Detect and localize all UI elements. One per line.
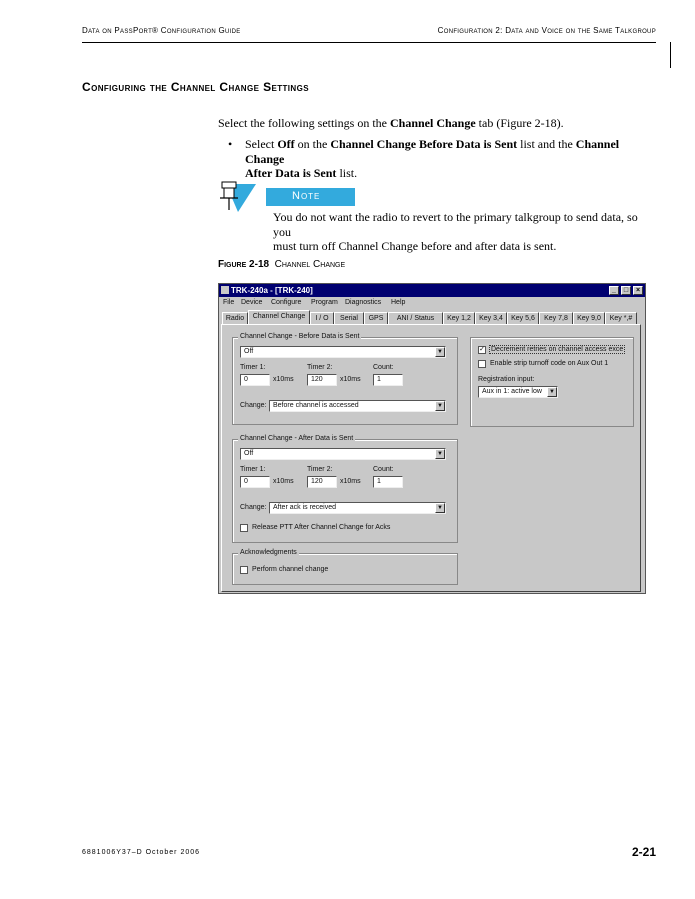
menu-diagnostics[interactable]: Diagnostics: [345, 299, 382, 306]
intro-post: tab (Figure 2-18).: [475, 116, 564, 130]
maximize-icon[interactable]: □: [621, 286, 631, 295]
group-ack: [232, 549, 458, 585]
note-line2: must turn off Channel Change before and after data is sent.: [273, 239, 557, 253]
after-mode-value: Off: [244, 450, 254, 457]
before-timer1-label: Timer 1:: [240, 364, 266, 371]
tab-key90[interactable]: Key 9,0: [573, 312, 605, 324]
tab-gps[interactable]: GPS: [364, 312, 388, 324]
after-timer1-input[interactable]: 0: [240, 476, 270, 488]
figure-number: Figure 2-18: [218, 259, 270, 270]
figure-title: Channel Change: [274, 259, 346, 270]
tab-key34[interactable]: Key 3,4: [475, 312, 507, 324]
header-right: Configuration 2: Data and Voice on the Same Talkgroup: [437, 26, 656, 35]
bullet-list2a: Channel Change: [245, 137, 620, 166]
close-icon[interactable]: ×: [633, 286, 643, 295]
intro-paragraph: [218, 116, 658, 131]
intro-bold: Channel Change: [389, 116, 476, 130]
strip-turnoff-label: Enable strip turnoff code on Aux Out 1: [490, 360, 609, 367]
after-timer1-unit: x10ms: [273, 478, 294, 485]
tab-key-star-hash[interactable]: Key *,#: [605, 312, 637, 324]
registration-input-label: Registration input:: [478, 376, 535, 383]
chevron-down-icon[interactable]: ▼: [435, 401, 445, 411]
note-text: [273, 210, 653, 254]
menu-help[interactable]: Help: [391, 299, 406, 306]
menu-file[interactable]: File: [223, 299, 235, 306]
decrement-retries-label: Decrement retries on channel access exce: [491, 346, 624, 353]
after-count-input[interactable]: 1: [373, 476, 403, 488]
app-window-screenshot: [218, 283, 646, 594]
group-ack-label: Acknowledgments: [240, 549, 297, 556]
minimize-icon[interactable]: _: [609, 286, 619, 295]
before-timer1-input[interactable]: 0: [240, 374, 270, 386]
note-pushpin-icon: [216, 180, 260, 214]
perform-channel-change-label: Perform channel change: [252, 566, 329, 573]
before-timer2-input[interactable]: 120: [307, 374, 337, 386]
after-timer2-unit: x10ms: [340, 478, 361, 485]
bullet-mid: on the: [294, 137, 331, 151]
menubar: [219, 298, 645, 309]
tab-key56[interactable]: Key 5,6: [507, 312, 539, 324]
note-line1: You do not want the radio to revert to the primary talkgroup to send data, so you: [273, 210, 638, 239]
figure-caption: [218, 259, 345, 270]
bullet-mid2: list and the: [517, 137, 576, 151]
after-timer2-label: Timer 2:: [307, 466, 333, 473]
after-timer2-input[interactable]: 120: [307, 476, 337, 488]
before-timer2-unit: x10ms: [340, 376, 361, 383]
tab-radio[interactable]: Radio: [222, 312, 248, 324]
strip-turnoff-checkbox[interactable]: [478, 360, 486, 368]
tab-key12[interactable]: Key 1,2: [443, 312, 475, 324]
before-timer2-label: Timer 2:: [307, 364, 333, 371]
menu-program[interactable]: Program: [311, 299, 338, 306]
bullet-end: list.: [336, 166, 358, 180]
group-after-label: Channel Change - After Data is Sent: [240, 435, 354, 442]
after-change-label: Change:: [240, 504, 267, 511]
footer-doc-id: 6881006Y37–D October 2006: [82, 849, 201, 856]
before-change-dropdown[interactable]: [269, 400, 446, 412]
before-timer1-unit: x10ms: [273, 376, 294, 383]
tab-io[interactable]: I / O: [310, 312, 334, 324]
tab-panel: [221, 324, 641, 592]
bullet-off: Off: [277, 137, 295, 151]
before-mode-value: Off: [244, 348, 254, 355]
tab-ani-status[interactable]: ANI / Status: [388, 312, 443, 324]
before-count-input[interactable]: 1: [373, 374, 403, 386]
bullet-list1: Channel Change Before Data is Sent: [330, 137, 518, 151]
chevron-down-icon[interactable]: ▼: [547, 387, 557, 397]
before-mode-dropdown[interactable]: [240, 346, 446, 358]
before-count-label: Count:: [373, 364, 394, 371]
before-change-value: Before channel is accessed: [273, 402, 359, 409]
intro-pre: Select the following settings on the: [218, 116, 390, 130]
group-before: [232, 333, 458, 425]
header-rule: [82, 42, 656, 43]
window-title: TRK-240a - [TRK-240]: [231, 286, 313, 295]
decrement-retries-checkbox[interactable]: ✓: [479, 346, 485, 353]
bullet-dot: •: [228, 137, 233, 151]
group-right: [470, 337, 634, 427]
after-change-value: After ack is received: [273, 504, 337, 511]
before-change-label: Change:: [240, 402, 267, 409]
bullet-pre: Select: [245, 137, 278, 151]
menu-configure[interactable]: Configure: [271, 299, 302, 306]
tab-key78[interactable]: Key 7,8: [539, 312, 573, 324]
after-change-dropdown[interactable]: [269, 502, 446, 514]
group-before-label: Channel Change - Before Data is Sent: [240, 333, 360, 340]
menu-device[interactable]: Device: [241, 299, 263, 306]
app-icon: [221, 286, 229, 294]
perform-channel-change-checkbox[interactable]: [240, 566, 248, 574]
chevron-down-icon[interactable]: ▼: [435, 347, 445, 357]
section-title: Configuring the Channel Change Settings: [82, 80, 309, 94]
window-titlebar: [219, 284, 645, 297]
release-ptt-checkbox[interactable]: [240, 524, 248, 532]
tab-serial[interactable]: Serial: [334, 312, 364, 324]
registration-input-value: Aux in 1: active low: [482, 388, 542, 395]
chevron-down-icon[interactable]: ▼: [435, 503, 445, 513]
group-after: [232, 435, 458, 543]
registration-input-dropdown[interactable]: [478, 386, 558, 398]
release-ptt-label: Release PTT After Channel Change for Acks: [252, 524, 391, 531]
bullet-list2b: After Data is Sent: [245, 166, 337, 180]
header-vline: [670, 42, 671, 68]
after-count-label: Count:: [373, 466, 394, 473]
header-left: Data on PassPort® Configuration Guide: [82, 26, 241, 35]
chevron-down-icon[interactable]: ▼: [435, 449, 445, 459]
note-label: Note: [266, 188, 355, 206]
after-mode-dropdown[interactable]: [240, 448, 446, 460]
after-timer1-label: Timer 1:: [240, 466, 266, 473]
bullet-text: [245, 137, 655, 181]
tab-channel-change[interactable]: Channel Change: [248, 310, 310, 324]
page-number: 2-21: [631, 845, 656, 859]
